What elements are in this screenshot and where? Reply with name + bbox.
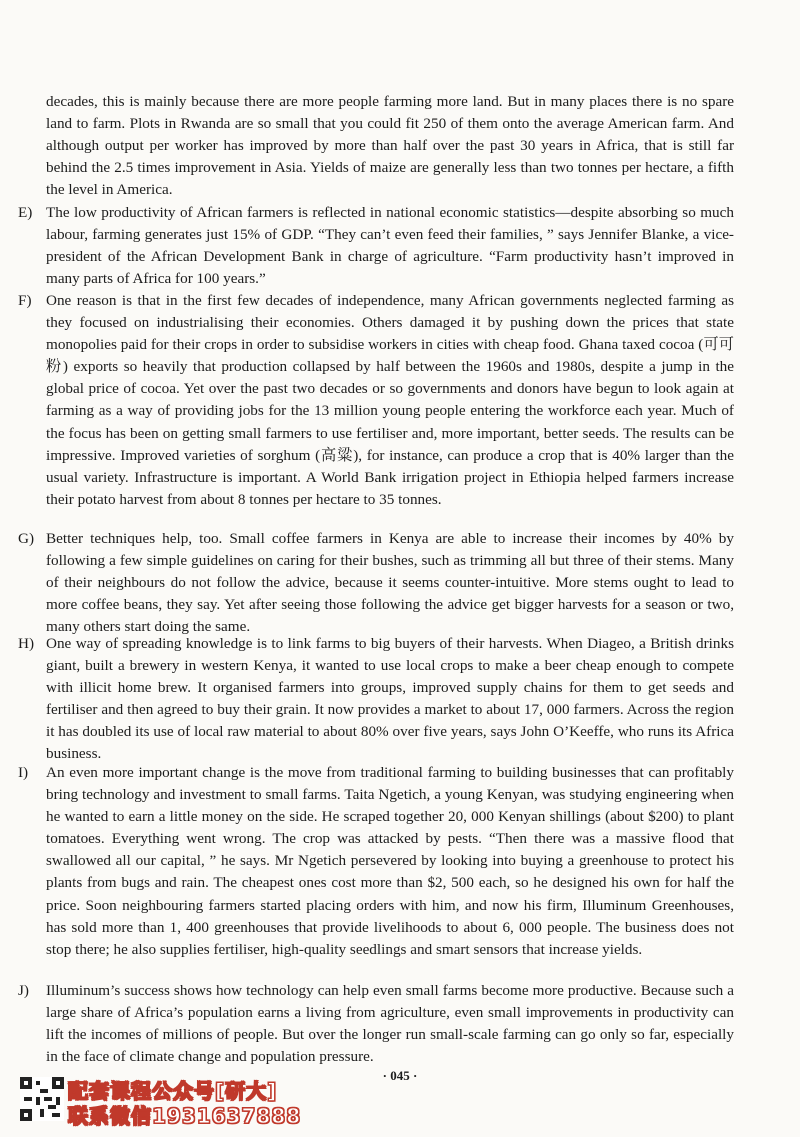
paragraph-label: J) — [18, 982, 29, 999]
intro-paragraph: decades, this is mainly because there are more people farming more land. But in many places there is no spare land to farm. Plots in Rwanda are so small that you could fit 250 of them onto the average American farm. And although output per worker has improved by more than half over the past 30 years in Africa, that is still far behind the 2.5 times improvement in Asia. Yields of maize are generally less than two tonnes per hectare, a fifth the level in America. — [46, 93, 734, 199]
paragraph-label: E) — [18, 204, 33, 221]
paragraph-label: H) — [18, 635, 35, 652]
watermark — [20, 1075, 320, 1128]
page-number: · 045 · — [382, 1068, 418, 1083]
paragraph-text: An even more important change is the move from traditional farming to building businesses that can profitably bring technology and investment to small farms. Taita Ngetich, a young Kenyan, was studying engineering when he wanted to earn a little money on the side. He scraped together 20, 000 Kenyan shillings (about $200) to plant tomatoes. Everything went wrong. The crop was attacked by pests. “Then there was a massive flood that swallowed all our capital, ” he says. Mr Ngetich persevered by looking into buying a greenhouse to protect his plants from bugs and rain. The cheapest ones cost more than $2, 500 each, so he designed his own for half the price. Soon neighbouring farmers started placing orders with him, and now his firm, Illuminum Greenhouses, has sold more than 1, 400 greenhouses that provide livelihoods to about 6, 000 people. The business does not stop there; he also supplies fertiliser, high-quality seedlings and smart sensors that increase yields. — [46, 764, 734, 958]
paragraph-label: I) — [18, 764, 29, 781]
paragraph-f — [18, 290, 734, 511]
paragraph-text: Better techniques help, too. Small coffee farmers in Kenya are able to increase their incomes by 40% by following a few simple guidelines on caring for their bushes, such as trimming all but three of their stems. Many of their neighbours do not follow the advice, because it seems counter-intuitive. More stems ought to lead to more coffee beans, they say. Yet after seeing those following the advice get bigger harvests for a season or two, many others start doing the same. — [46, 530, 734, 636]
paragraph-i — [18, 762, 734, 961]
paragraph-text: One reason is that in the first few decades of independence, many African governments neglected farming as they focused on industrialising their economies. Others damaged it by pushing down the prices that state monopolies paid for their crops in order to subsidise workers in cities with cheap food. Ghana taxed cocoa (可可粉) exports so heavily that production collapsed by half between the 1960s and 1980s, despite a jump in the global price of cocoa. Yet over the past two decades or so governments and donors have begun to look again at farming as a way of providing jobs for the 13 million young people entering the workforce each year. Much of the focus has been on getting small farmers to use fertiliser and, more important, better seeds. The results can be impressive. Improved varieties of sorghum (高粱), for instance, can produce a crop that is 40% larger than the usual variety. Infrastructure is important. A World Bank irrigation project in Ethiopia helped farmers increase their potato harvest from about 8 tonnes per hectare to 35 tonnes. — [46, 292, 734, 508]
paragraph-e — [18, 202, 734, 290]
qr-code-icon — [20, 1077, 64, 1121]
watermark-line-1: 配套课程公众号[研大] — [68, 1079, 278, 1103]
paragraph-label: F) — [18, 292, 32, 309]
paragraph-h — [18, 633, 734, 766]
paragraph-text: The low productivity of African farmers is reflected in national economic statistics—despite absorbing so much labour, farming generates just 15% of GDP. “They can’t even feed their families, ” says Jennifer Blanke, a vice-president of the African Development Bank in charge of agriculture. “Farm productivity hasn’t improved in many parts of Africa for 100 years.” — [46, 204, 734, 288]
paragraph-text: One way of spreading knowledge is to link farms to big buyers of their harvests. When Diageo, a British drinks giant, built a brewery in western Kenya, it wanted to use local crops to make a beer cheap enough to compete with illicit home brew. It organised farmers into groups, improved supply chains for them to get seeds and fertiliser and then agreed to buy their grain. It now provides a market to about 17, 000 farmers. Across the region it has doubled its use of local raw material to about 80% over five years, says John O’Keeffe, who runs its Africa business. — [46, 635, 734, 763]
paragraph-text: Illuminum’s success shows how technology can help even small farms become more productive. Because such a large share of Africa’s population earns a living from agriculture, even small improvements in productivity can lift the incomes of millions of people. But over the longer run small-scale farming can go only so far, especially in the face of climate change and population pressure. — [46, 982, 734, 1066]
paragraph-j — [18, 980, 734, 1068]
paragraph-label: G) — [18, 530, 35, 547]
watermark-line-2: 联系微信1931637888 — [68, 1104, 302, 1128]
paragraph-g — [18, 528, 734, 638]
